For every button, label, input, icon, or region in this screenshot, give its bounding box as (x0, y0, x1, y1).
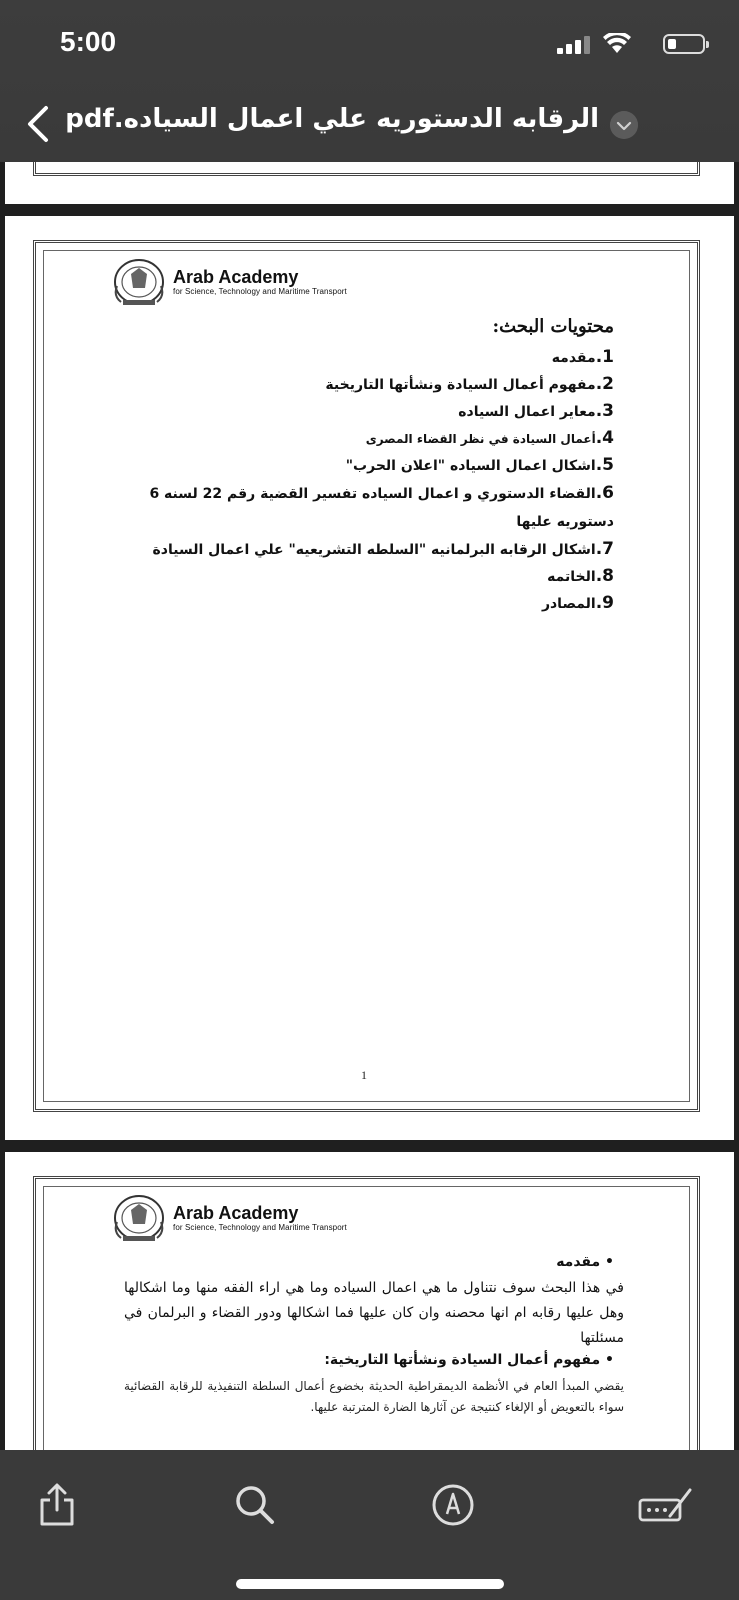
logo-name: Arab Academy (173, 1203, 299, 1223)
toc-item: 2.مفهوم أعمال السيادة ونشأتها التاريخية (325, 374, 614, 394)
arab-academy-logo (109, 1192, 347, 1244)
pdf-page-2 (5, 1152, 734, 1450)
document-viewer[interactable] (0, 162, 739, 1450)
signature-icon[interactable] (636, 1480, 696, 1530)
search-icon[interactable] (230, 1480, 280, 1530)
cellular-signal-icon (557, 34, 591, 54)
document-title[interactable]: الرقابه الدستوريه علي اعمال السياده.pdf (65, 104, 599, 134)
arab-academy-logo (109, 256, 347, 308)
toc-item: 9.المصادر (541, 593, 614, 613)
back-chevron-icon[interactable] (18, 102, 58, 146)
toc-item: 7.اشكال الرقابه البرلمانيه "السلطه التشريعيه" علي اعمال السيادة (152, 539, 614, 559)
bottom-toolbar (0, 1450, 739, 1600)
previous-page-bottom (5, 162, 734, 204)
toc-item: 6.القضاء الدستوري و اعمال السياده تفسير القضية رقم 22 لسنه 6 دستوريه عليها (149, 483, 614, 530)
logo-subtitle: for Science, Technology and Maritime Transport (173, 1223, 347, 1232)
toc-item: 8.الخاتمه (547, 566, 614, 586)
toc-heading: محتويات البحث: (492, 316, 614, 337)
pdf-page-1 (5, 216, 734, 1140)
toc-list (134, 344, 614, 617)
page-number: 1 (361, 1068, 367, 1082)
chevron-down-icon[interactable] (610, 111, 638, 139)
toc-item: 1.مقدمه (551, 347, 614, 367)
share-icon[interactable] (32, 1480, 82, 1530)
wifi-icon (603, 33, 631, 55)
battery-icon (663, 34, 705, 54)
section-heading: • مفهوم أعمال السيادة ونشأتها التاريخية: (324, 1352, 614, 1368)
markup-icon[interactable] (428, 1480, 478, 1530)
section-paragraph: يقضي المبدأ العام في الأنظمة الديمقراطية الحديثة بخضوع أعمال السلطة التنفيذية للرقابة القضائية سواء بالتعويض أو الإلغاء كنتيجة عن آثارها الضارة المترتبة عليها. (124, 1379, 624, 1414)
logo-subtitle: for Science, Technology and Maritime Transport (173, 287, 347, 296)
status-time: 5:00 (60, 26, 117, 57)
home-indicator[interactable] (236, 1579, 504, 1589)
section-heading: • مقدمه (556, 1254, 614, 1270)
top-bar (0, 0, 739, 162)
toc-item: 4.أعمال السيادة في نظر القضاء المصرى (365, 428, 614, 448)
toc-item: 3.معاير اعمال السياده (458, 401, 614, 421)
academy-seal-icon (109, 256, 169, 308)
logo-name: Arab Academy (173, 267, 299, 287)
toc-item: 5.اشكال اعمال السياده "اعلان الحرب" (345, 455, 614, 475)
section-paragraph: في هذا البحث سوف نتناول ما هي اعمال السياده وما هي اراء الفقه منها وما اشكالها وهل عليها رقابه ام انها محصنه وان كان عليها فما اشكالها ودور القضاء و البرلمان في مسئلتها (124, 1280, 624, 1346)
academy-seal-icon (109, 1192, 169, 1244)
